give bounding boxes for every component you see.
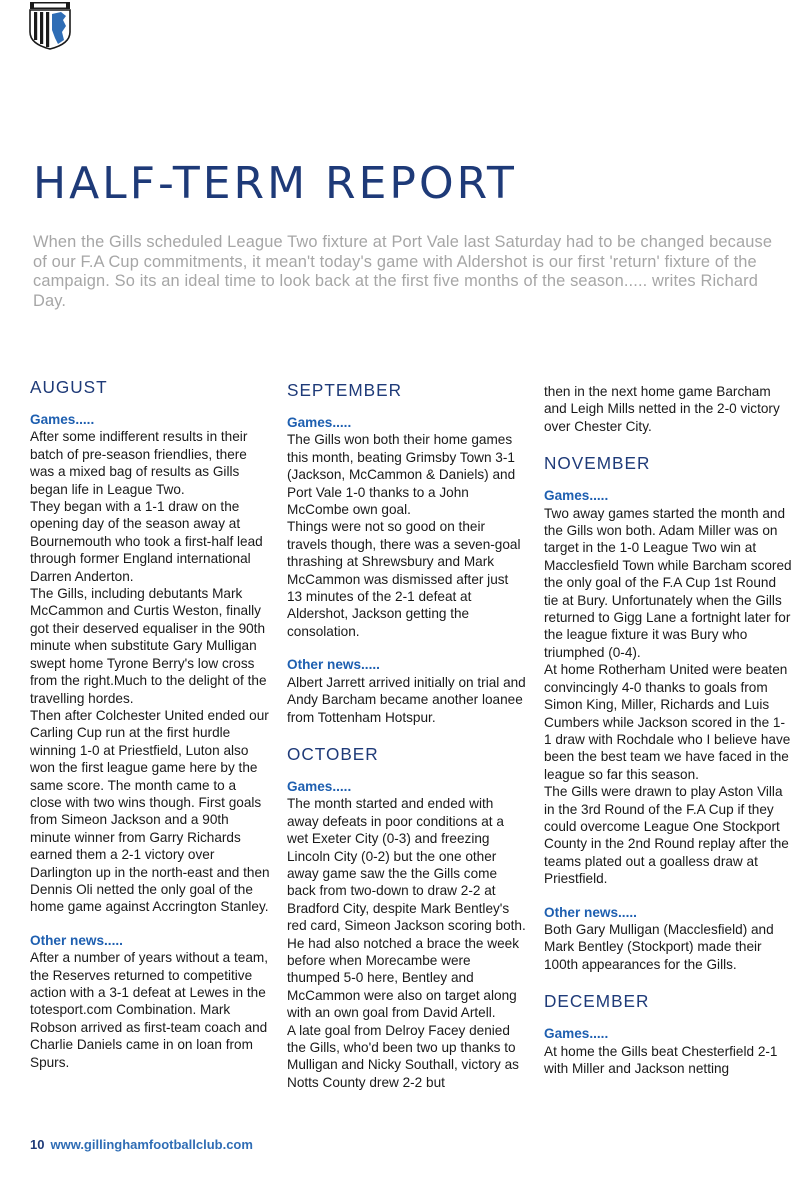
- november-games-label: Games.....: [544, 488, 609, 504]
- september-news-para: Albert Jarrett arrived initially on trial and Andy Barcham became another loanee from Tottenham Hotspur.: [287, 674, 526, 725]
- october-games-label: Games.....: [287, 778, 352, 794]
- october-games-para: A late goal from Delroy Facey denied the Gills, who'd been two up thanks to Mulligan and Nicky Southall, victory as Notts County drew 2-2 but: [287, 1022, 519, 1090]
- august-games-para: Then after Colchester United ended our Carling Cup run at the first hurdle winning 1-0 at Priestfield, Luton also won the first league game here by the same score. The month came to a close with two wins though. First goals from Simeon Jackson and a 90th minute winner from Garry Richards earned them a 2-1 victory over Darlington up in the north-east and then Dennis Oli netted the only goal of the home game against Accrington Stanley.: [30, 707, 270, 915]
- column-1: [30, 377, 270, 1071]
- october-continuation-para: then in the next home game Barcham and Leigh Mills netted in the 2-0 victory over Chester City.: [544, 384, 780, 434]
- november-games-para: The Gills were drawn to play Aston Villa in the 3rd Round of the F.A Cup if they could overcome League One Stockport County in the 2nd Round replay after the teams plated out a goalless draw at Priestfield.: [544, 784, 789, 887]
- club-crest-icon: [28, 2, 72, 50]
- august-news-label: Other news.....: [30, 932, 123, 948]
- december-heading: DECEMBER: [544, 991, 650, 1012]
- november-games-para: Two away games started the month and the Gills won both. Adam Miller was on target in the 1-0 League Two win at Macclesfield Town while Barcham scored the only goal of the F.A Cup 1st Round tie at Bury. Unfortunately when the Gills returned to Gigg Lane a fortnight later for the league fixture it was Bury who triumphed (0-4).: [544, 505, 792, 660]
- november-news-label: Other news.....: [544, 904, 637, 920]
- september-games-para: Things were not so good on their travels though, there was a seven-goal thrashing at Shrewsbury and Mark McCammon was dismissed after just 13 minutes of the 2-1 defeat at Aldershot, Jackson getting the consolation.: [287, 519, 521, 639]
- october-heading: OCTOBER: [287, 743, 379, 764]
- december-games-label: Games.....: [544, 1026, 609, 1042]
- page-number: 10: [30, 1137, 45, 1152]
- august-heading: AUGUST: [30, 377, 108, 397]
- website-link[interactable]: www.gillinghamfootballclub.com: [50, 1137, 253, 1152]
- august-news-para: After a number of years without a team, the Reserves returned to competitive action with a 3-1 defeat at Lewes in the totesport.com Combination. Mark Robson arrived as first-team coach and Charlie Daniels came in on loan from Spurs.: [30, 950, 269, 1070]
- december-games-para: At home the Gills beat Chesterfield 2-1 with Miller and Jackson netting: [544, 1043, 778, 1076]
- september-games-label: Games.....: [287, 415, 352, 430]
- page-footer: [30, 1137, 253, 1152]
- august-games-para: The Gills, including debutants Mark McCammon and Curtis Weston, finally got their deserved equaliser in the 90th minute when substitute Gary Mulligan swept home Tyrone Berry's low cross from the right.Much to the delight of the travelling hordes.: [30, 586, 267, 706]
- page-title: HALF-TERM REPORT: [33, 158, 517, 209]
- column-2: [287, 380, 527, 1091]
- column-3: [544, 383, 792, 1077]
- november-games-para: At home Rotherham United were beaten convincingly 4-0 thanks to goals from Simon King, Miller, Richards and Luis Cumbers while Jackson scored in the 1-1 draw with Rochdale who I believe have been the best team we have faced in the league so far this season.: [544, 662, 791, 782]
- august-games-label: Games.....: [30, 412, 95, 427]
- november-heading: NOVEMBER: [544, 453, 651, 474]
- september-games-para: The Gills won both their home games this month, beating Grimsby Town 3-1 (Jackson, McCammon & Daniels) and Port Vale 1-0 thanks to a John McCombe own goal.: [287, 432, 516, 518]
- november-news-para: Both Gary Mulligan (Macclesfield) and Mark Bentley (Stockport) made their 100th appearances for the Gills.: [544, 921, 774, 972]
- intro-paragraph: When the Gills scheduled League Two fixture at Port Vale last Saturday had to be changed because of our F.A Cup commitments, it mean't today's game with Aldershot is our first 'return' fixture of the campaign. So its an ideal time to look back at the first five months of the season..... writes Richard Day.: [33, 233, 773, 310]
- august-games-para: After some indifferent results in their batch of pre-season friendlies, there was a mixed bag of results as Gills began life in League Two.: [30, 429, 248, 497]
- september-heading: SEPTEMBER: [287, 380, 403, 400]
- october-games-para: The month started and ended with away defeats in poor conditions at a wet Exeter City (0-3) and freezing Lincoln City (0-2) but the one other away game saw the the Gills come back from two-down to draw 2-2 at Bradford City, despite Mark Bentley's red card, Simeon Jackson scoring both. He had also notched a brace the week before when Morecambe were thumped 5-0 here, Bentley and McCammon were also on target along with an own goal from David Artell.: [287, 796, 526, 1021]
- september-news-label: Other news.....: [287, 657, 380, 673]
- august-games-para: They began with a 1-1 draw on the opening day of the season away at Bournemouth who took a first-half lead through former England international Darren Anderton.: [30, 499, 263, 584]
